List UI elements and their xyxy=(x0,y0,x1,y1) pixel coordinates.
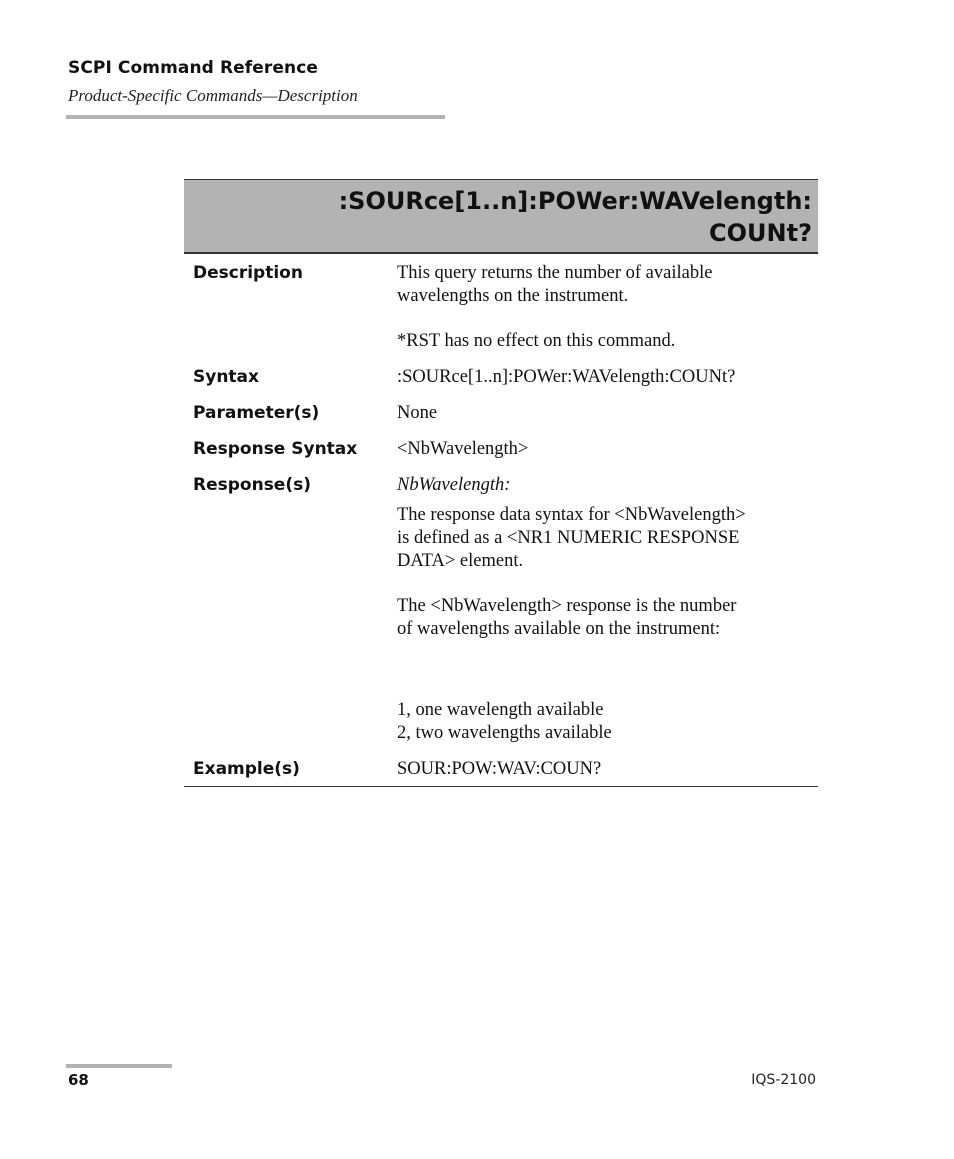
label-responses: Response(s) xyxy=(193,475,311,495)
value-response-syntax: <NbWavelength> xyxy=(397,439,529,459)
label-parameters: Parameter(s) xyxy=(193,403,320,423)
running-header xyxy=(68,58,358,106)
command-title-line-1: :SOURce[1..n]:POWer:WAVelength: xyxy=(338,187,812,215)
product-name: IQS-2100 xyxy=(751,1072,816,1088)
subsection-title: Product-Specific Commands—Description xyxy=(68,86,358,105)
value-responses xyxy=(397,474,817,745)
label-examples: Example(s) xyxy=(193,759,300,779)
footer-rule xyxy=(66,1064,172,1068)
value-examples: SOUR:POW:WAV:COUN? xyxy=(397,759,602,779)
response-value: 2, two wavelengths available xyxy=(397,723,612,743)
command-title xyxy=(184,179,818,254)
page-number: 68 xyxy=(68,1071,89,1089)
section-title: SCPI Command Reference xyxy=(68,58,319,78)
description-line: This query returns the number of available xyxy=(397,263,713,283)
response-para-line: is defined as a <NR1 NUMERIC RESPONSE xyxy=(397,528,740,548)
command-table xyxy=(184,179,818,779)
description-line: *RST has no effect on this command. xyxy=(397,331,676,351)
label-syntax: Syntax xyxy=(193,367,259,387)
response-name: NbWavelength: xyxy=(397,475,511,495)
label-description: Description xyxy=(193,263,303,283)
header-rule xyxy=(66,115,445,119)
response-para-line: The <NbWavelength> response is the number xyxy=(397,596,737,616)
response-para-line: The response data syntax for <NbWavelength> xyxy=(397,505,746,525)
response-para-line: of wavelengths available on the instrument: xyxy=(397,619,721,639)
value-parameters: None xyxy=(397,403,438,423)
label-response-syntax: Response Syntax xyxy=(193,439,358,459)
value-description xyxy=(397,262,817,353)
response-value: 1, one wavelength available xyxy=(397,700,604,720)
description-line: wavelengths on the instrument. xyxy=(397,286,629,306)
command-title-line-2: COUNt? xyxy=(709,219,812,247)
table-bottom-rule xyxy=(184,786,818,787)
value-syntax: :SOURce[1..n]:POWer:WAVelength:COUNt? xyxy=(397,367,736,387)
response-para-line: DATA> element. xyxy=(397,551,524,571)
